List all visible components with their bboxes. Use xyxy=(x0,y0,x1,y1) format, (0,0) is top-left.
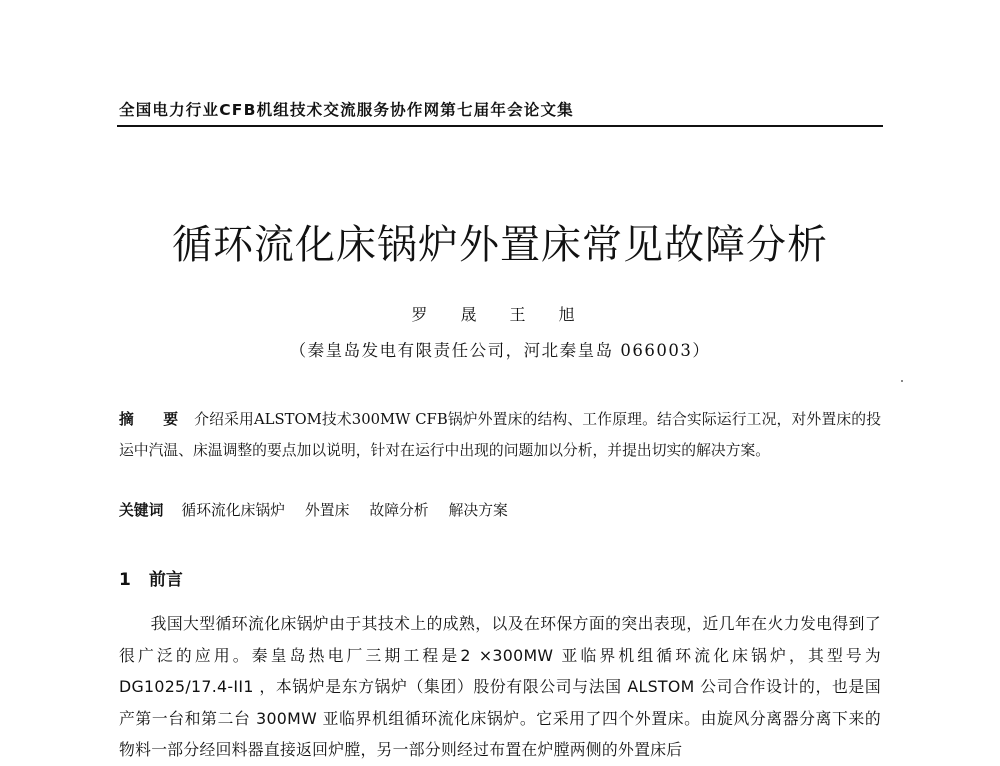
abstract-label: 摘 要 xyxy=(119,411,191,428)
authors: 罗 晟 王 旭 xyxy=(411,305,589,324)
section-heading xyxy=(119,565,183,590)
keyword-item: 循环流化床锅炉 xyxy=(181,502,285,519)
keywords xyxy=(119,499,528,520)
keywords-label: 关键词 xyxy=(119,502,164,519)
abstract xyxy=(119,404,881,466)
keyword-item: 故障分析 xyxy=(369,502,429,519)
affiliation: （秦皇岛发电有限责任公司，河北秦皇岛 066003） xyxy=(289,341,711,360)
scan-speck xyxy=(901,380,903,382)
keyword-item: 解决方案 xyxy=(448,502,508,519)
header-rule xyxy=(117,125,883,127)
section-title: 前言 xyxy=(148,570,183,590)
abstract-text: 介绍采用ALSTOM技术300MW CFB锅炉外置床的结构、工作原理。结合实际运行工况，对外置床的投运中汽温、床温调整的要点加以说明，针对在运行中出现的问题加以分析，并提出切实的解决方案。 xyxy=(119,411,881,459)
paper-title: 循环流化床锅炉外置床常见故障分析 xyxy=(172,222,828,268)
running-header: 全国电力行业CFB机组技术交流服务协作网第七届年会论文集 xyxy=(119,101,574,119)
section-number: 1 xyxy=(119,570,131,590)
body-paragraph: 我国大型循环流化床锅炉由于其技术上的成熟，以及在环保方面的突出表现，近几年在火力发电得到了很广泛的应用。秦皇岛热电厂三期工程是2 ×300MW 亚临界机组循环流化床锅炉，其型号为 DG1025/17.4-II1 ，本锅炉是东方锅炉（集团）股份有限公司与法国 ALSTOM 公司合作设计的，也是国产第一台和第二台 300MW 亚临界机组循环流化床锅炉。它采用了四个外置床。由旋风分离器分离下来的物料一部分经回料器直接返回炉膛，另一部分则经过布置在炉膛两侧的外置床后 xyxy=(119,614,881,759)
keyword-item: 外置床 xyxy=(305,502,350,519)
